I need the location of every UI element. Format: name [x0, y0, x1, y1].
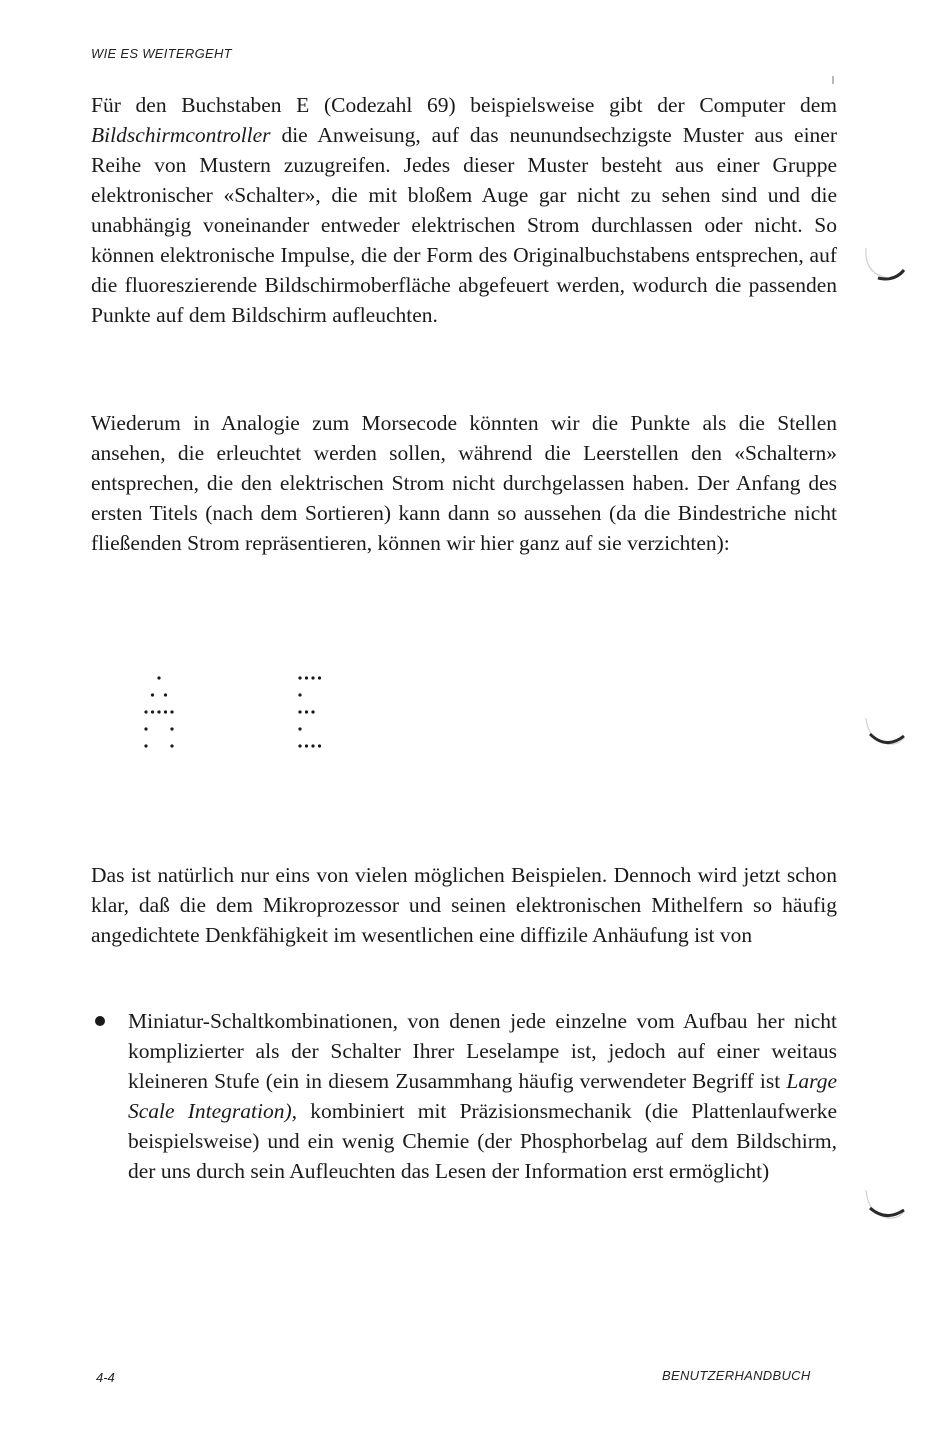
matrix-dot	[298, 676, 301, 679]
matrix-dot	[170, 710, 173, 713]
paragraph-1-emphasis: Bildschirmcontroller	[91, 123, 271, 147]
matrix-dot	[298, 744, 301, 747]
matrix-dot	[164, 710, 167, 713]
paragraph-3: Das ist natürlich nur eins von vielen möglichen Beispielen. Dennoch wird jetzt schon klar, daß die dem Mikroprozessor und seinen elektronischen Mithelfern so häufig angedichtete Denkfähigkeit im wesentlichen eine diffizile Anhäufung ist von	[91, 863, 837, 947]
dot-matrix-figure	[140, 670, 360, 760]
matrix-dot	[311, 710, 314, 713]
matrix-dot	[305, 710, 308, 713]
running-footer: BENUTZERHANDBUCH	[662, 1368, 811, 1383]
page-number: 4-4	[96, 1370, 115, 1385]
punch-hole-icon	[858, 700, 910, 752]
matrix-dot	[151, 710, 154, 713]
matrix-dot	[311, 744, 314, 747]
matrix-dot	[164, 693, 167, 696]
running-header: WIE ES WEITERGEHT	[91, 46, 232, 61]
matrix-dot	[170, 727, 173, 730]
matrix-dot	[298, 693, 301, 696]
matrix-dot	[157, 710, 160, 713]
matrix-dot	[305, 744, 308, 747]
dot-letter-e	[298, 676, 321, 747]
paragraph-1	[91, 90, 837, 330]
punch-hole-icon	[858, 1176, 910, 1228]
matrix-dot	[170, 744, 173, 747]
bullet-emphasis: Large Scale Integration),	[128, 1069, 837, 1123]
bullet-text-start: Miniatur-Schaltkombinationen, von denen jede einzelne vom Aufbau her nicht komplizierter als der Schalter Ihrer Leselampe ist, jedoch auf einer weitaus kleineren Stufe (ein in diesem Zusammhang häufig verwendeter Begriff ist	[128, 1009, 837, 1093]
matrix-dot	[144, 744, 147, 747]
matrix-dot	[151, 693, 154, 696]
matrix-dot	[311, 676, 314, 679]
matrix-dot	[305, 676, 308, 679]
matrix-dot	[144, 710, 147, 713]
bullet-text-end: kombiniert mit Präzisionsmechanik (die Plattenlaufwerke beispielsweise) und ein wenig Chemie (der Phosphorbelag auf dem Bildschirm, der uns durch sein Aufleuchten das Lesen der Information erst ermöglicht)	[128, 1099, 837, 1183]
dot-matrix-svg	[140, 670, 360, 760]
bullet-text	[128, 1006, 837, 1186]
matrix-dot	[298, 727, 301, 730]
matrix-dot	[318, 676, 321, 679]
matrix-dot	[157, 676, 160, 679]
paragraph-2: Wiederum in Analogie zum Morsecode könnten wir die Punkte als die Stellen ansehen, die erleuchtet werden sollen, während die Leerstellen den «Schaltern» entsprechen, die den elektrischen Strom nicht durchgelassen haben. Der Anfang des ersten Titels (nach dem Sortieren) kann dann so aussehen (da die Bindestriche nicht fließenden Strom repräsentieren, können wir hier ganz auf sie verzichten):	[91, 411, 837, 555]
scan-mark	[832, 76, 834, 84]
paragraph-1-text-end: die Anweisung, auf das neunundsechzigste Muster aus einer Reihe von Mustern zuzugreifen. Jedes dieser Muster besteht aus einer Gruppe elektronischer «Schalter», die mit bloßem Auge gar nicht zu sehen sind und die unabhängig voneinander entweder elektrischen Strom durchlassen oder nicht. So können elektronische Impulse, die der Form des Originalbuchstabens entsprechen, auf die fluoreszierende Bildschirmoberfläche abgefeuert werden, wodurch die passenden Punkte auf dem Bildschirm aufleuchten.	[91, 123, 837, 327]
dot-letter-a	[144, 676, 173, 747]
punch-hole-icon	[858, 228, 910, 288]
bullet-icon	[95, 1016, 105, 1026]
matrix-dot	[318, 744, 321, 747]
matrix-dot	[144, 727, 147, 730]
matrix-dot	[298, 710, 301, 713]
paragraph-1-text-start: Für den Buchstaben E (Codezahl 69) beispielsweise gibt der Computer dem	[91, 93, 837, 117]
